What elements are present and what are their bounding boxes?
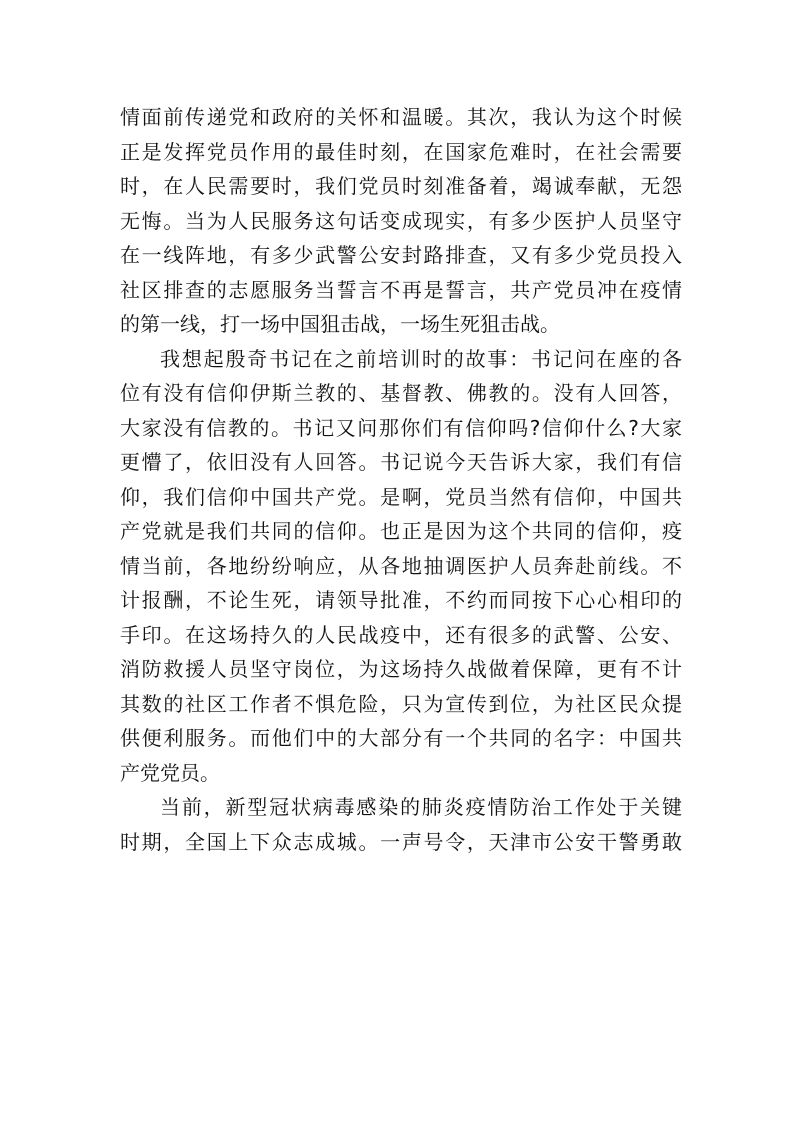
text-line: 在一线阵地，有多少武警公安封路排查，又有多少党员投入 xyxy=(120,243,682,267)
text-line: 正是发挥党员作用的最佳时刻，在国家危难时，在社会需要 xyxy=(120,139,682,164)
text-line: 位有没有信仰伊斯兰教的、基督教、佛教的。没有人回答， xyxy=(120,381,682,405)
paragraph-3 xyxy=(120,790,682,859)
text-line: 情面前传递党和政府的关怀和温暖。其次，我认为这个时候 xyxy=(120,105,682,129)
text-line: 消防救援人员坚守岗位，为这场持久战做着保障，更有不计 xyxy=(120,657,682,681)
text-line: 我想起殷奇书记在之前培训时的故事：书记问在座的各 xyxy=(160,346,682,371)
text-line: 无悔。当为人民服务这句话变成现实，有多少医护人员坚守 xyxy=(120,208,682,233)
text-line: 产党党员。 xyxy=(120,760,220,785)
text-line: 手印。在这场持久的人民战疫中，还有很多的武警、公安、 xyxy=(120,622,682,647)
text-line: 当前，新型冠状病毒感染的肺炎疫情防治工作处于关键 xyxy=(160,795,682,819)
paragraph-2 xyxy=(120,342,682,791)
text-line: 大家没有信教的。书记又问那你们有信仰吗?信仰什么?大家 xyxy=(120,415,682,440)
text-line: 情当前，各地纷纷响应，从各地抽调医护人员奔赴前线。不 xyxy=(120,553,682,578)
document-body xyxy=(120,100,682,859)
paragraph-1 xyxy=(120,100,682,342)
text-line: 供便利服务。而他们中的大部分有一个共同的名字：中国共 xyxy=(120,726,682,750)
text-line: 计报酬，不论生死，请领导批准，不约而同按下心心相印的 xyxy=(120,588,682,612)
text-line: 的第一线，打一场中国狙击战，一场生死狙击战。 xyxy=(120,312,560,336)
text-line: 产党就是我们共同的信仰。也正是因为这个共同的信仰，疫 xyxy=(120,519,682,543)
text-line: 时期，全国上下众志成城。一声号令，天津市公安干警勇敢 xyxy=(120,829,682,854)
text-line: 社区排查的志愿服务当誓言不再是誓言，共产党员冲在疫情 xyxy=(120,277,682,302)
text-line: 时，在人民需要时，我们党员时刻准备着，竭诚奉献，无怨 xyxy=(120,174,682,198)
text-line: 其数的社区工作者不惧危险，只为宣传到位，为社区民众提 xyxy=(120,691,682,716)
text-line: 更懵了，依旧没有人回答。书记说今天告诉大家，我们有信 xyxy=(120,450,682,474)
text-line: 仰，我们信仰中国共产党。是啊，党员当然有信仰，中国共 xyxy=(120,484,682,509)
